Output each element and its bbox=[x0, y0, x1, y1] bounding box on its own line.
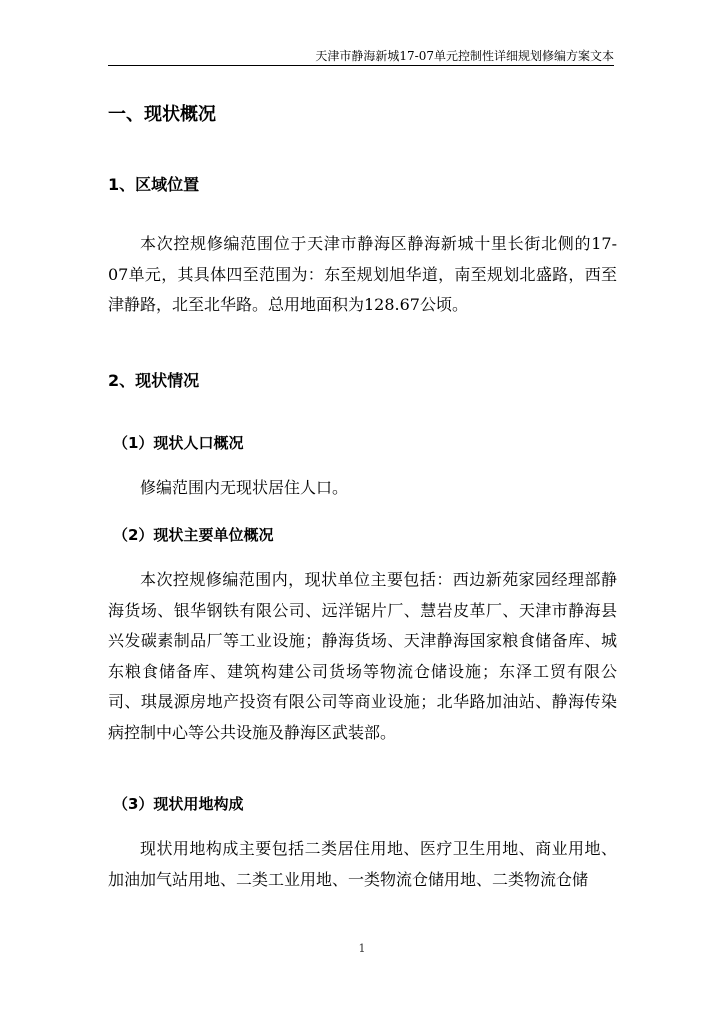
item-title-units: （2）现状主要单位概况 bbox=[113, 526, 274, 544]
subsection-title-location: 1、区域位置 bbox=[108, 175, 200, 194]
land-use-paragraph: 现状用地构成主要包括二类居住用地、医疗卫生用地、商业用地、加油加气站用地、二类工业用地、一类物流仓储用地、二类物流仓储 bbox=[108, 839, 617, 889]
item-title-land-use: （3）现状用地构成 bbox=[113, 795, 244, 813]
header-title: 天津市静海新城17-07单元控制性详细规划修编方案文本 bbox=[315, 49, 614, 63]
subsection-title-status: 2、现状情况 bbox=[108, 371, 200, 390]
item-title-population: （1）现状人口概况 bbox=[113, 434, 244, 452]
population-paragraph: 修编范围内无现状居住人口。 bbox=[140, 478, 349, 497]
section-title: 一、现状概况 bbox=[108, 104, 216, 125]
page-header bbox=[108, 49, 614, 66]
location-paragraph: 本次控规修编范围位于天津市静海区静海新城十里长街北侧的17-07单元，其具体四至范围为：东至规划旭华道，南至规划北盛路，西至津静路，北至北华路。总用地面积为128.67公顷。 bbox=[108, 234, 617, 314]
page-number: 1 bbox=[358, 942, 366, 955]
units-paragraph: 本次控规修编范围内，现状单位主要包括：西边新苑家园经理部静海货场、银华钢铁有限公司、远洋锯片厂、慧岩皮革厂、天津市静海县兴发碳素制品厂等工业设施；静海货场、天津静海国家粮食储备库、城东粮食储备库、建筑构建公司货场等物流仓储设施；东泽工贸有限公司、琪晟源房地产投资有限公司等商业设施；北华路加油站、静海传染病控制中心等公共设施及静海区武装部。 bbox=[108, 570, 617, 742]
